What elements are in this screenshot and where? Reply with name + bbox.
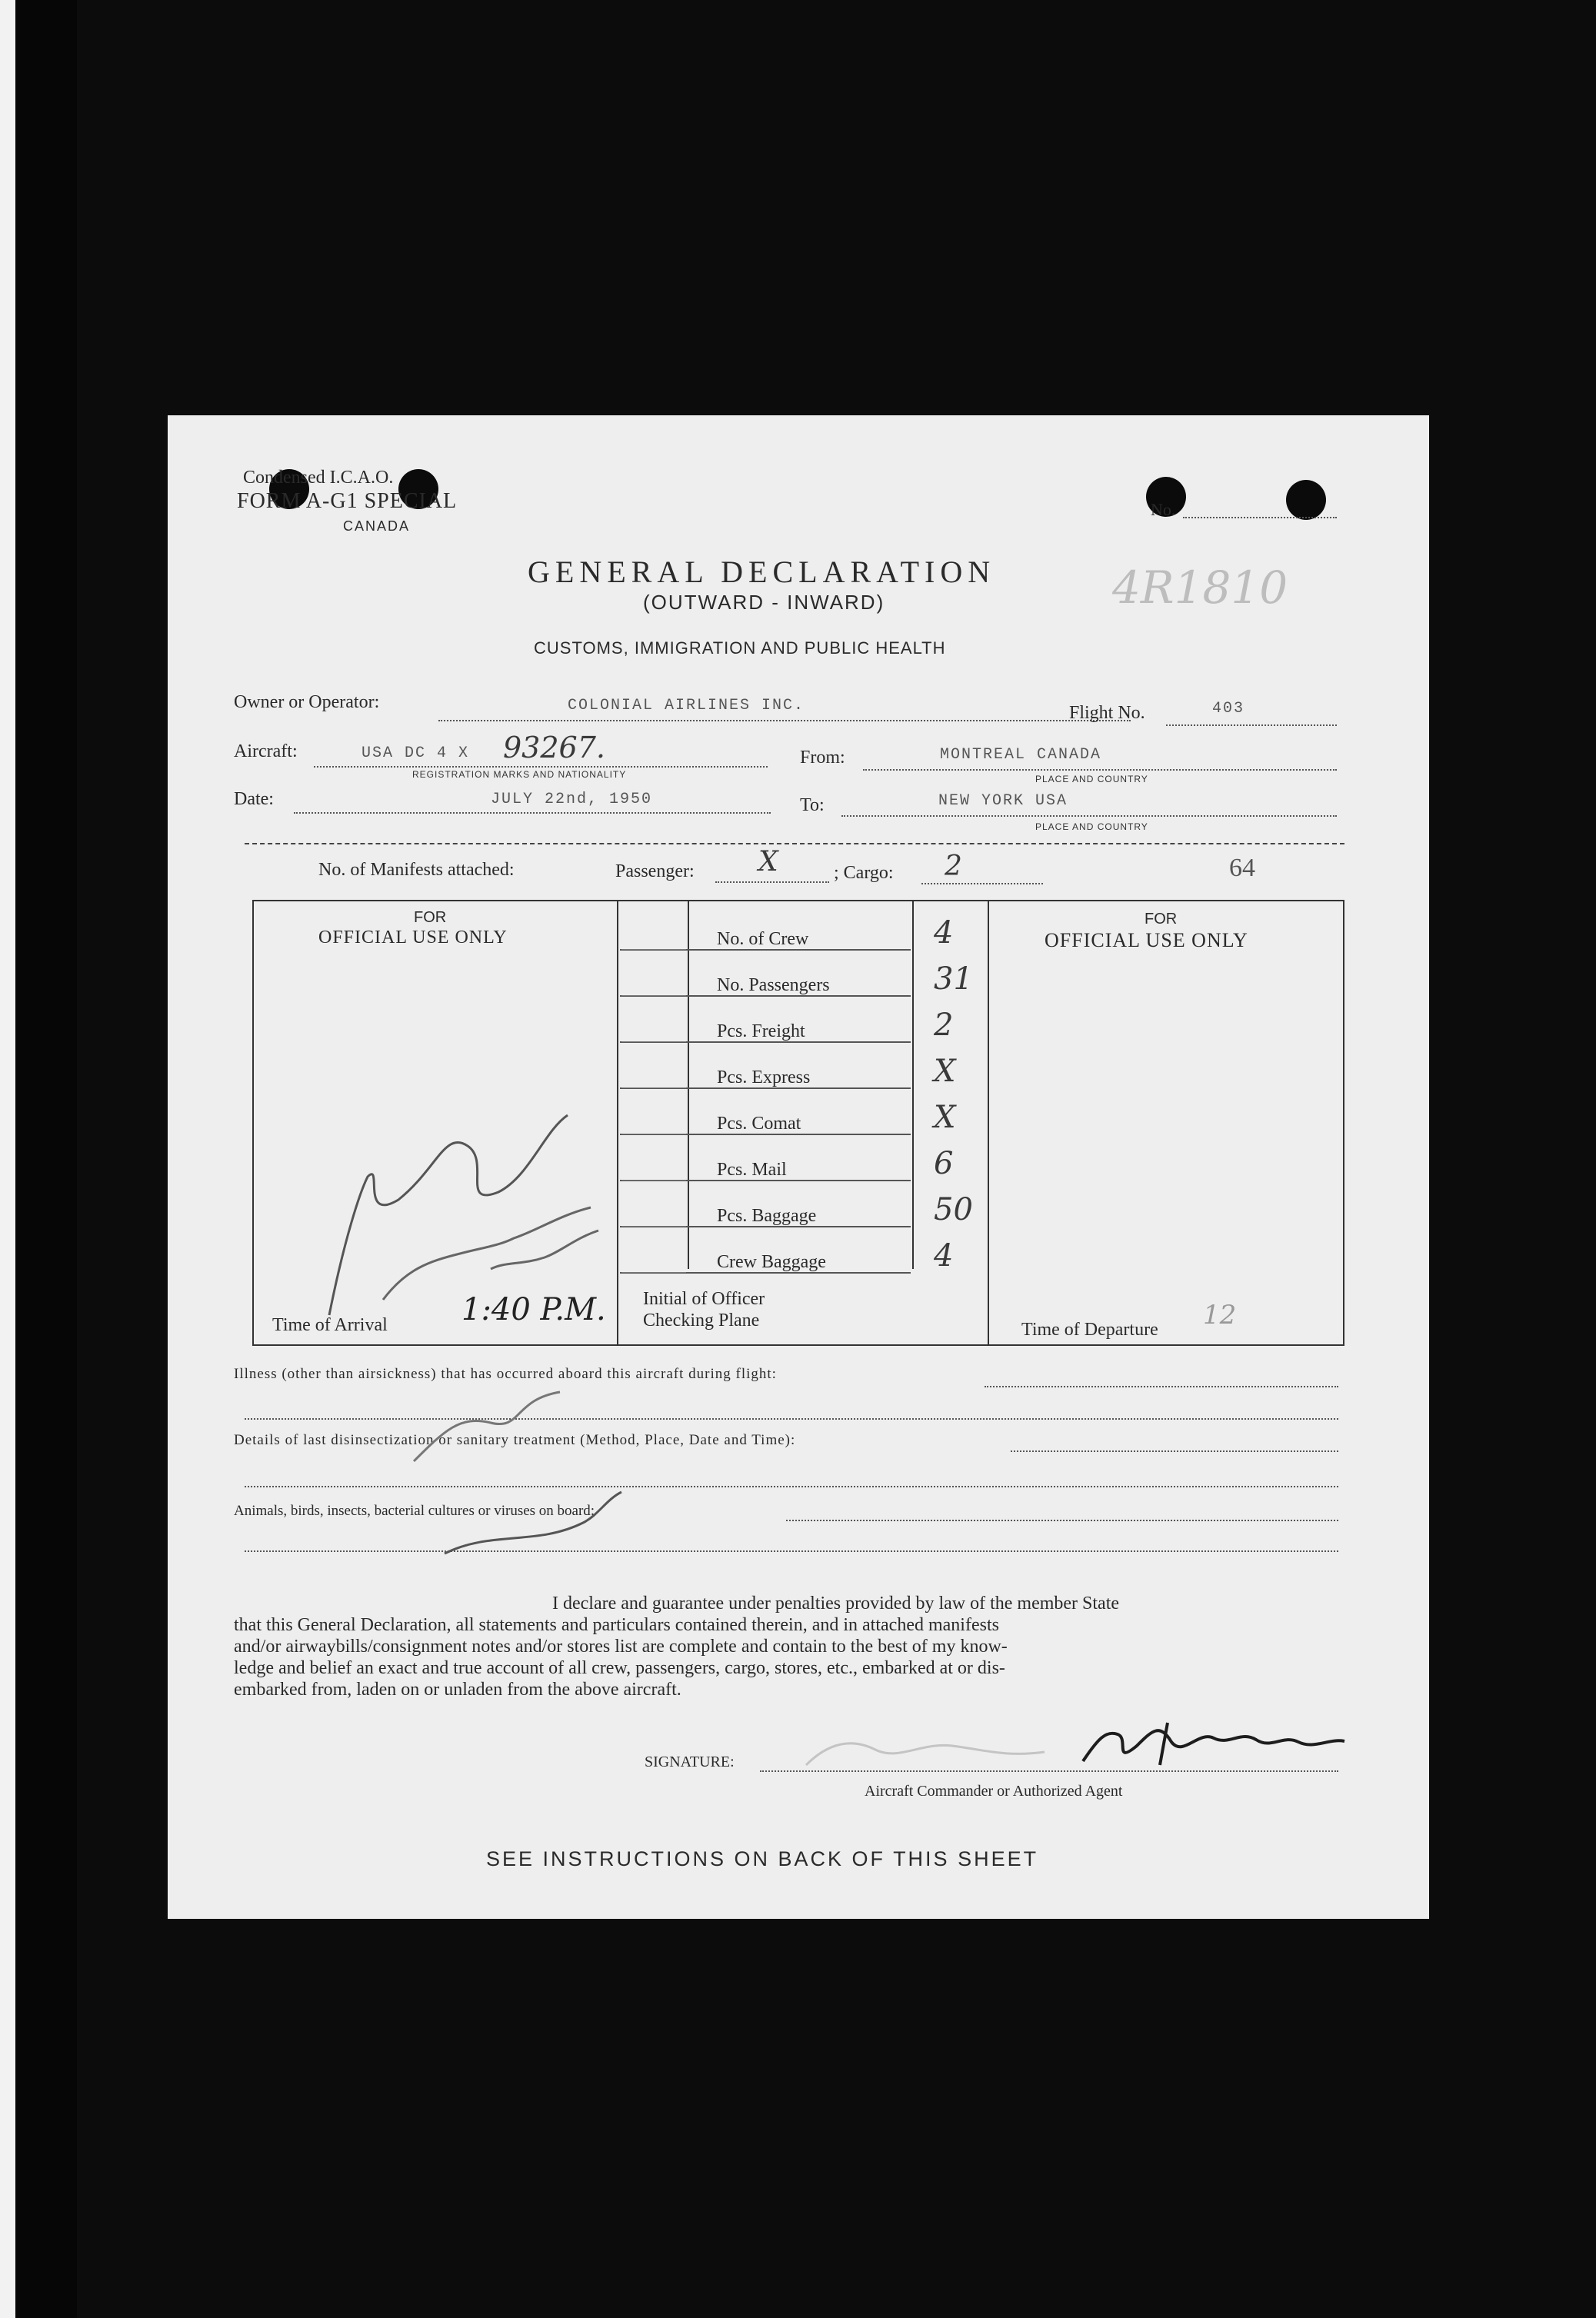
to-value: NEW YORK USA	[938, 792, 1068, 810]
to-label: To:	[800, 795, 825, 815]
count-value: X	[934, 1100, 956, 1135]
time-of-departure-value: 12	[1203, 1300, 1237, 1331]
official-handwriting-marks	[398, 1369, 721, 1569]
table-bottom-border	[252, 1344, 1344, 1346]
disinsection-line-1	[1011, 1450, 1338, 1452]
form-code-line1: Condensed I.C.A.O.	[243, 468, 394, 488]
time-of-departure-label: Time of Departure	[1021, 1320, 1158, 1340]
cargo-manifest-value: 2	[945, 851, 962, 882]
animals-line-1	[786, 1520, 1338, 1521]
form-number-line	[1183, 517, 1337, 518]
animals-label: Animals, birds, insects, bacterial cultures or viruses on board:	[234, 1503, 595, 1519]
illness-line-1	[985, 1386, 1338, 1387]
count-label: Pcs. Express	[717, 1067, 811, 1087]
count-value: X	[934, 1054, 956, 1089]
initials-row-rule	[621, 1180, 686, 1181]
initials-row-rule	[621, 1041, 686, 1042]
from-label: From:	[800, 748, 845, 768]
page-number: 64	[1229, 854, 1255, 882]
initials-row-rule	[621, 1087, 686, 1088]
flight-label: Flight No.	[1069, 703, 1145, 723]
passenger-manifest-line	[715, 881, 829, 883]
aircraft-line	[314, 766, 768, 768]
time-of-arrival-value: 1:40 P.M.	[461, 1292, 606, 1327]
film-edge-left	[0, 0, 15, 2318]
table-right-border	[1343, 900, 1344, 1346]
passenger-manifest-value: X	[758, 846, 778, 878]
count-label: No. Passengers	[717, 975, 830, 995]
declaration-form-sheet	[168, 415, 1429, 1919]
declaration-line-5: embarked from, laden on or unladen from the above aircraft.	[234, 1680, 681, 1700]
file-stamp: 4R1810	[1112, 561, 1288, 614]
to-sublabel: PLACE AND COUNTRY	[1035, 821, 1148, 832]
from-sublabel: PLACE AND COUNTRY	[1035, 774, 1148, 784]
table-left-border	[252, 900, 254, 1346]
count-label: Pcs. Baggage	[717, 1206, 817, 1226]
signature-label: SIGNATURE:	[645, 1753, 735, 1770]
cargo-manifest-line	[921, 883, 1043, 884]
count-value: 31	[934, 961, 973, 997]
count-value: 2	[934, 1007, 954, 1043]
official-left-label: OFFICIAL USE ONLY	[318, 928, 508, 948]
form-title: GENERAL DECLARATION	[528, 555, 996, 589]
count-value: 6	[934, 1146, 954, 1181]
aircraft-typed-value: USA DC 4 X	[362, 744, 470, 762]
signature-sublabel: Aircraft Commander or Authorized Agent	[865, 1783, 1123, 1800]
count-value: 4	[934, 1238, 954, 1274]
count-label: Pcs. Comat	[717, 1114, 801, 1134]
customs-line: CUSTOMS, IMMIGRATION AND PUBLIC HEALTH	[534, 638, 946, 658]
officer-check-line1: Initial of Officer	[643, 1289, 765, 1309]
form-country: CANADA	[343, 518, 411, 534]
value-column-divider	[912, 900, 914, 1269]
count-label: Crew Baggage	[717, 1252, 826, 1272]
time-of-arrival-label: Time of Arrival	[272, 1315, 388, 1335]
initials-row-rule	[621, 949, 686, 950]
initials-row-rule	[621, 995, 686, 996]
declaration-line-4: ledge and belief an exact and true account of all crew, passengers, cargo, stores, etc., embarked at or dis-	[234, 1658, 1005, 1678]
official-right-label: OFFICIAL USE ONLY	[1045, 929, 1248, 951]
from-value: MONTREAL CANADA	[940, 746, 1102, 764]
date-value: JULY 22nd, 1950	[491, 791, 653, 808]
table-top-border	[252, 900, 1344, 901]
form-code-line2: FORM A-G1 SPECIAL	[237, 489, 458, 513]
faint-signature	[798, 1723, 1052, 1777]
manifests-label: No. of Manifests attached:	[318, 860, 515, 880]
owner-line	[438, 720, 1131, 721]
count-label: Pcs. Freight	[717, 1021, 805, 1041]
count-label: No. of Crew	[717, 929, 809, 949]
date-label: Date:	[234, 789, 274, 809]
form-subtitle: (OUTWARD - INWARD)	[643, 591, 885, 614]
initials-column-divider	[688, 900, 689, 1269]
declaration-line-2: that this General Declaration, all statements and particulars contained therein, and in attached manifests	[234, 1615, 999, 1635]
flight-line	[1166, 724, 1337, 726]
date-line	[294, 812, 771, 814]
count-value: 50	[934, 1192, 973, 1227]
passenger-manifest-label: Passenger:	[615, 861, 695, 881]
instructions-footer: SEE INSTRUCTIONS ON BACK OF THIS SHEET	[486, 1847, 1039, 1870]
initials-row-rule	[621, 1272, 686, 1273]
official-right-for: FOR	[1145, 911, 1178, 928]
from-line	[863, 769, 1337, 771]
owner-value: COLONIAL AIRLINES INC.	[568, 697, 805, 714]
form-number-label: No.	[1151, 500, 1176, 519]
official-left-for: FOR	[414, 909, 447, 926]
owner-label: Owner or Operator:	[234, 692, 380, 712]
aircraft-hand-value: 93267.	[503, 731, 605, 764]
declaration-line-1: I declare and guarantee under penalties provided by law of the member State	[552, 1594, 1120, 1614]
officer-check-line2: Checking Plane	[643, 1311, 760, 1331]
rule-under-header	[245, 843, 1344, 844]
film-edge-left-dark	[15, 0, 77, 2318]
aircraft-label: Aircraft:	[234, 741, 298, 761]
flight-value: 403	[1212, 700, 1245, 718]
initials-row-rule	[621, 1226, 686, 1227]
punch-hole-4	[1286, 480, 1326, 520]
right-panel-divider	[988, 900, 989, 1346]
commander-signature	[1075, 1707, 1352, 1777]
declaration-line-3: and/or airwaybills/consignment notes and/or stores list are complete and contain to the best of my know-	[234, 1637, 1008, 1657]
cargo-manifest-label: ; Cargo:	[834, 863, 894, 883]
to-line	[841, 815, 1337, 817]
disinsection-label: Details of last disinsectization or sanitary treatment (Method, Place, Date and Time):	[234, 1432, 796, 1448]
count-value: 4	[934, 915, 954, 951]
official-stamp-scribble	[314, 1084, 637, 1331]
official-use-table	[252, 900, 1344, 1346]
illness-label: Illness (other than airsickness) that has occurred aboard this aircraft during flight:	[234, 1366, 777, 1382]
count-label: Pcs. Mail	[717, 1160, 787, 1180]
aircraft-sublabel: REGISTRATION MARKS AND NATIONALITY	[412, 769, 627, 780]
